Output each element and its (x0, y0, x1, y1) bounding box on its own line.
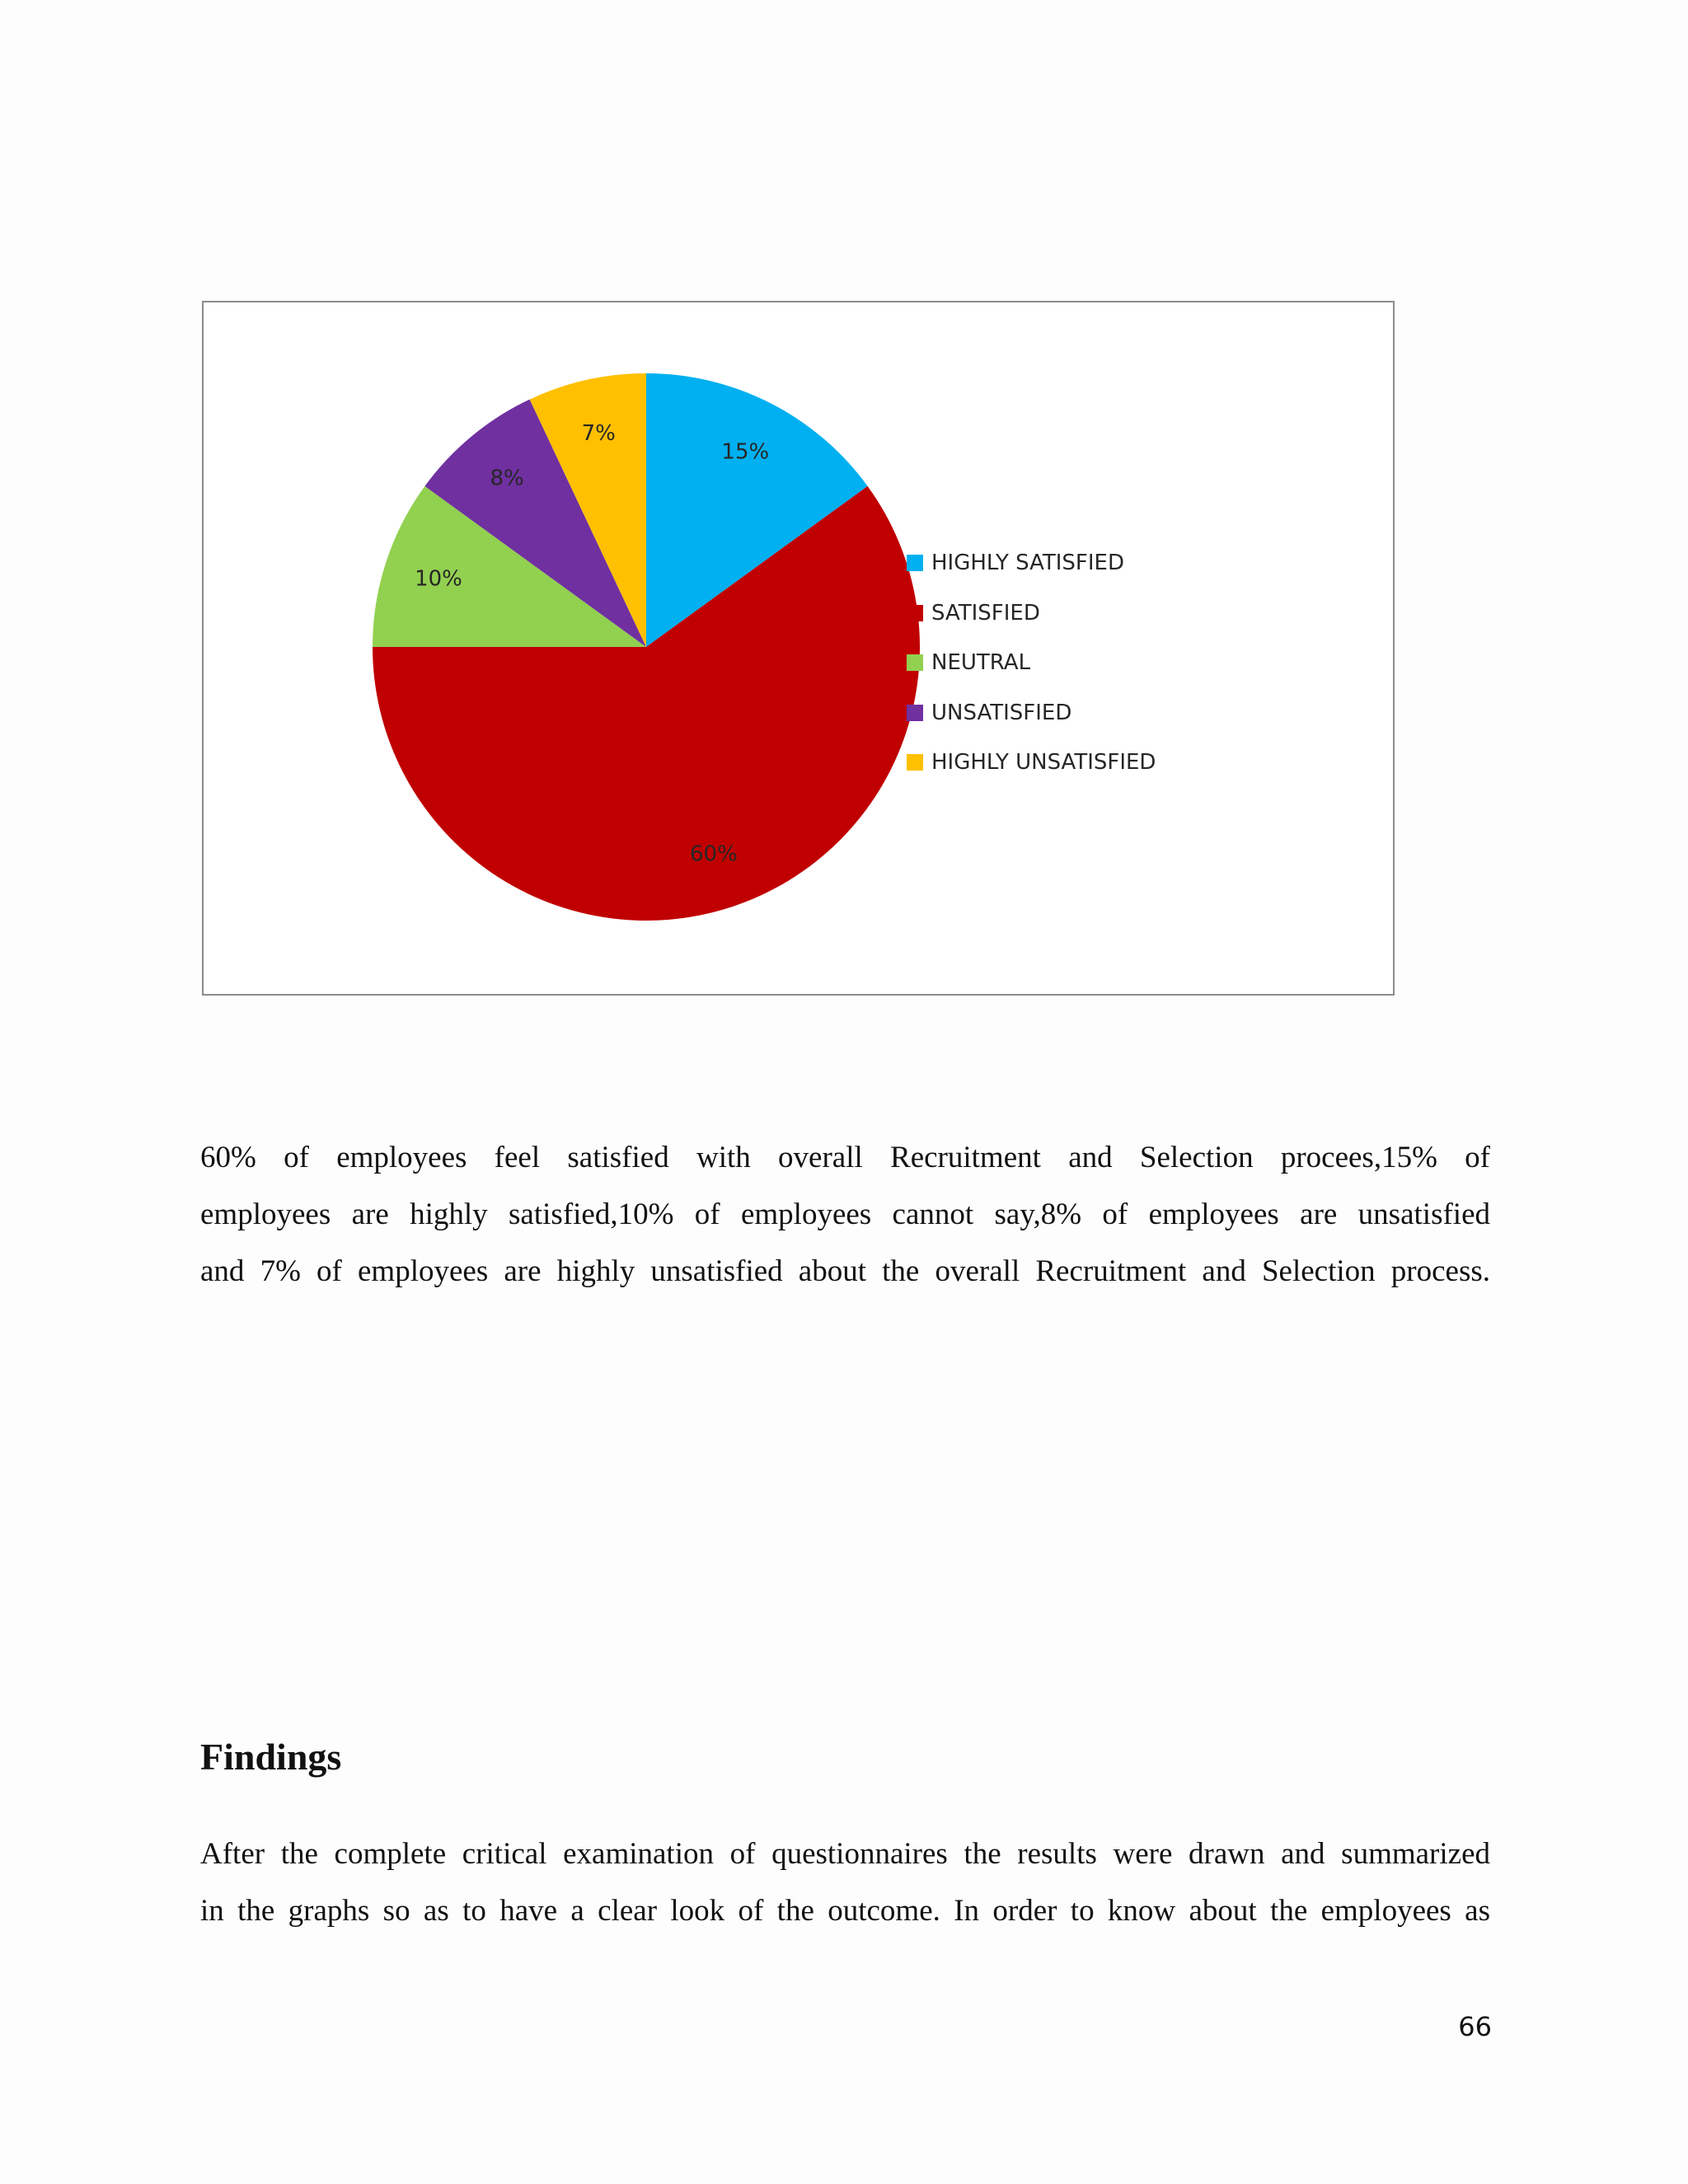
legend-label: SATISFIED (931, 600, 1040, 626)
legend-label: UNSATISFIED (931, 700, 1072, 725)
legend-item (907, 598, 1040, 628)
findings-paragraph (200, 1825, 1490, 1939)
page-number: 66 (1458, 2011, 1492, 2042)
legend-swatch (907, 654, 923, 671)
legend-swatch (907, 754, 923, 771)
legend-swatch (907, 555, 923, 571)
chart-description (200, 1129, 1490, 1300)
data-label: 60% (689, 841, 738, 867)
caption-line: employees are highly satisfied,10% of employees cannot say,8% of employees are unsatisfied (200, 1197, 1490, 1231)
caption-line: 60% of employees feel satisfied with overall Recruitment and Selection procees,15% of (200, 1141, 1490, 1174)
data-label: 7% (581, 420, 616, 446)
legend-item (907, 748, 1156, 777)
legend-item (907, 648, 1030, 677)
findings-line: After the complete critical examination of questionnaires the results were drawn and summarized (200, 1837, 1490, 1871)
findings-line: in the graphs so as to have a clear look of the outcome. In order to know about the employees as (200, 1894, 1490, 1928)
legend-item (907, 548, 1124, 578)
legend-swatch (907, 705, 923, 721)
caption-line: and 7% of employees are highly unsatisfied about the overall Recruitment and Selection process. (200, 1254, 1490, 1288)
data-label: 8% (490, 466, 524, 491)
legend-label: NEUTRAL (931, 650, 1031, 675)
legend-label: HIGHLY UNSATISFIED (931, 750, 1156, 775)
legend-label: HIGHLY SATISFIED (931, 551, 1124, 575)
data-label: 15% (721, 439, 770, 465)
legend-item (907, 698, 1071, 728)
data-label: 10% (415, 566, 462, 592)
legend-swatch (907, 605, 923, 621)
findings-heading: Findings (200, 1736, 342, 1778)
